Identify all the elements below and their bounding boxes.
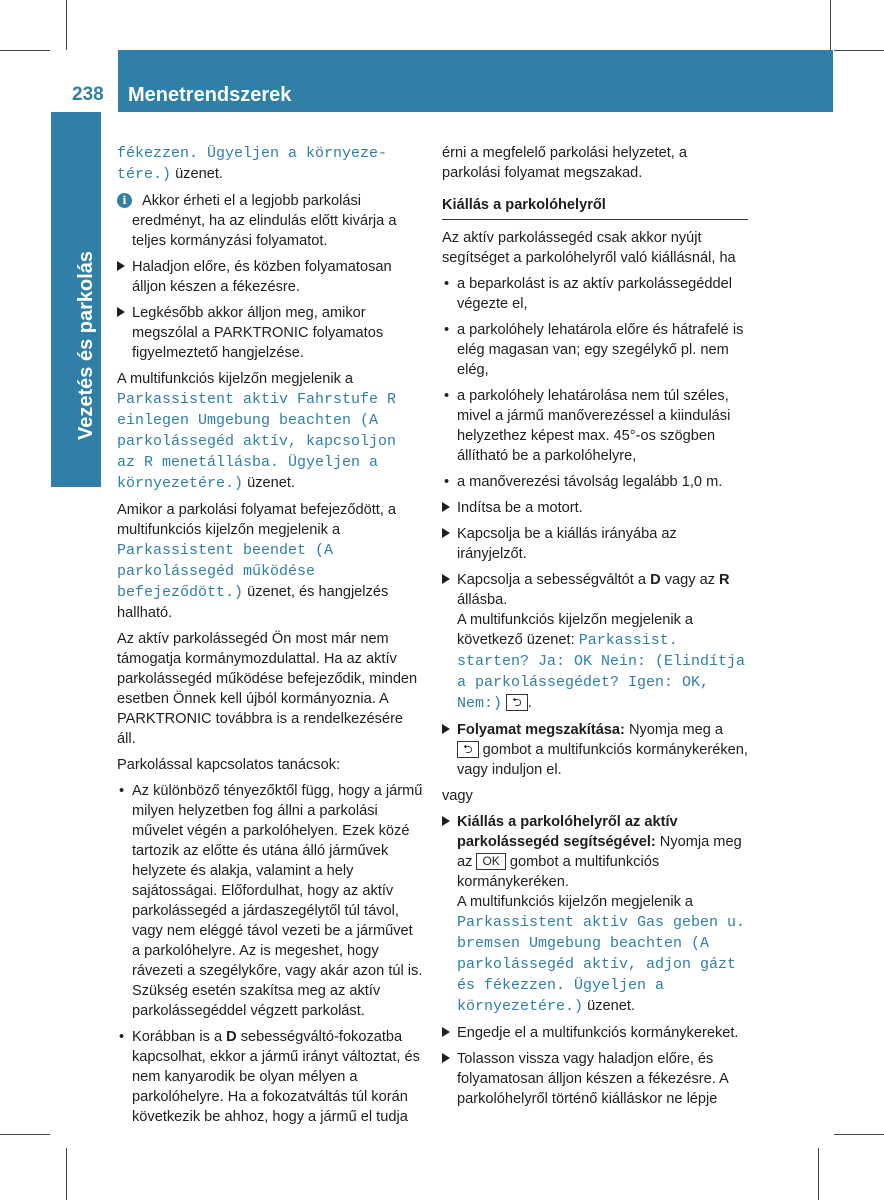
paragraph: érni a megfelelő parkolási helyzetet, a parkolási folyamat megszakad. xyxy=(442,145,687,181)
info-icon: i xyxy=(117,193,132,208)
text: gombot a multifunkciós kormánykeréken, vagy induljon el. xyxy=(457,742,748,778)
paragraph xyxy=(117,369,423,494)
step-text: Engedje el a multifunkciós kormánykereket. xyxy=(457,1025,739,1041)
paragraph: Az aktív parkolássegéd Ön most már nem támogatja kormánymozdulattal. Ha az aktív parkolássegéd működése befejeződik, minden esetben Önnek kell újból kormányoznia. A PARKTRONIC továbbra is a rendelkezésére áll. xyxy=(117,631,418,747)
bullet-item xyxy=(117,1027,423,1127)
gear-label: D xyxy=(650,572,661,588)
crop-mark xyxy=(0,1134,50,1135)
side-tab-label: Vezetés és parkolás xyxy=(75,250,97,440)
arrow-icon xyxy=(442,816,450,826)
instruction-step xyxy=(442,812,748,1017)
text: Amikor a parkolási folyamat befejeződött, a multifunkciós kijelzőn megjelenik a xyxy=(117,502,397,538)
text: Nyomja meg a xyxy=(624,722,724,738)
instruction-step xyxy=(442,498,748,518)
crop-mark xyxy=(818,1148,819,1200)
arrow-icon xyxy=(442,574,450,584)
crop-mark xyxy=(0,50,50,51)
arrow-icon xyxy=(117,307,125,317)
crop-mark xyxy=(834,50,884,51)
text: sebességváltó-fokozatba kapcsolhat, ekkor a jármű irányt változtat, és nem kanyarodik be olyan mélyen a parkolóhelyre. Ha a fokozatváltás túl korán következik be ahhoz, hogy a jármű el tudja xyxy=(132,1029,420,1125)
section-title: Menetrendszerek xyxy=(128,84,292,106)
gear-label: R xyxy=(719,572,730,588)
arrow-icon xyxy=(442,1027,450,1037)
info-text: Akkor érheti el a legjobb parkolási eredményt, ha az elindulás előtt kivárja a teljes kormányzási folyamatot. xyxy=(132,193,397,249)
paragraph: Parkolással kapcsolatos tanácsok: xyxy=(117,757,341,773)
instruction-step xyxy=(442,1023,748,1043)
instruction-step: Kapcsolja a sebességváltót a D vagy az R állásba. A multifunkciós kijelzőn megjelenik a következő üzenet: Parkassist. starten? Ja: OK Nein: (Elindítja a parkolássegédet? Igen: OK, Nem:) ⮌ . xyxy=(442,570,748,714)
arrow-icon xyxy=(117,261,125,271)
arrow-icon xyxy=(442,1053,450,1063)
text: Korábban is a xyxy=(132,1029,227,1045)
text: üzenet. xyxy=(243,475,295,491)
gear-label: D xyxy=(226,1029,237,1045)
text: üzenet, és hangjelzés hallható. xyxy=(117,584,389,621)
text: A multifunkciós kijelzőn megjelenik a xyxy=(117,371,354,387)
instruction-step xyxy=(117,303,423,363)
bullet-item: • a parkolóhely lehatárolása nem túl széles, mivel a jármű manőverezéssel a kiindulási helyzethez képest max. 45°-os szögben állítható be a parkolóhelyre, xyxy=(442,386,748,466)
arrow-icon xyxy=(442,724,450,734)
step-text: Legkésőbb akkor álljon meg, amikor megszólal a PARKTRONIC folyamatos figyelmeztető hangjelzése. xyxy=(132,305,384,361)
arrow-icon xyxy=(442,502,450,512)
text: vagy az xyxy=(660,572,720,588)
crop-mark xyxy=(834,1134,884,1135)
step-text: Indítsa be a motort. xyxy=(457,500,583,516)
info-note xyxy=(117,191,423,251)
step-text: Tolasson vissza vagy haladjon előre, és folyamatosan álljon készen a fékezésre. A parkolóhelyről történő kiálláskor ne lépje xyxy=(457,1051,728,1107)
bullet-item: • a beparkolást is az aktív parkolássegéddel végezte el, xyxy=(442,274,748,314)
display-message: Parkassistent aktiv Fahrstufe R einlegen Umgebung beachten (A parkolássegéd aktív, kapcsoljon az R menetállásba. Ügyeljen a környezetére.) xyxy=(117,391,397,492)
instruction-step xyxy=(442,720,748,780)
paragraph xyxy=(117,500,423,623)
crop-mark xyxy=(66,0,67,50)
crop-mark xyxy=(66,1148,67,1200)
text: Nyomja meg az xyxy=(457,834,742,870)
step-text: Haladjon előre, és közben folyamatosan álljon készen a fékezésre. xyxy=(132,259,392,295)
instruction-step xyxy=(442,1049,748,1109)
arrow-icon xyxy=(442,528,450,538)
text: állásba. xyxy=(457,592,508,608)
step-title: Folyamat megszakítása: xyxy=(457,722,625,738)
text: A multifunkciós kijelzőn megjelenik a xyxy=(457,894,694,910)
text: Kapcsolja a sebességváltót a xyxy=(457,572,651,588)
display-message: Parkassistent beendet (A parkolássegéd működése befejeződött.) xyxy=(117,542,334,601)
or-label: vagy xyxy=(442,788,473,804)
crop-mark xyxy=(830,0,831,50)
display-message: fékezzen. Ügyeljen a környeze- tére.) xyxy=(117,145,388,183)
left-column xyxy=(117,143,423,1133)
back-key-icon: ⮌ xyxy=(457,741,479,758)
step-title: Kiállás a parkolóhelyről az aktív parkolássegéd segítségével: xyxy=(457,814,678,850)
back-key-icon: ⮌ xyxy=(506,694,528,711)
display-message: Parkassist. starten? Ja: OK Nein: (Elindítja a parkolássegédet? Igen: OK, Nem:) xyxy=(457,632,746,712)
ok-key: OK xyxy=(476,853,505,870)
instruction-step xyxy=(117,257,423,297)
bullet-item: • a manőverezési távolság legalább 1,0 m. xyxy=(442,472,748,492)
text: üzenet. xyxy=(583,998,635,1014)
text: A multifunkciós kijelzőn megjelenik a következő üzenet: xyxy=(457,612,694,648)
page-number: 238 xyxy=(72,84,104,105)
instruction-step xyxy=(442,524,748,564)
bullet-item: • Az különböző tényezőktől függ, hogy a jármű milyen helyzetben fog állni a parkolási művelet végén a parkolóhelyen. Ezek közé tartozik az előtte és utána álló járművek helyzete és alakja, valamint a hely sajátosságai. Előfordulhat, hogy az aktív parkolássegéd a járdaszegélytől túl távol, vagy nem eléggé távol vezeti be a járművet a parkolóhelyre. Az is megeshet, hogy rávezeti a szegélykőre, vagy akár azon túl is. Szükség esetén szakítsa meg az aktív parkolássegéddel végzett parkolást. xyxy=(117,781,423,1021)
text: üzenet. xyxy=(171,166,223,182)
paragraph xyxy=(117,143,423,185)
display-message: Parkassistent aktiv Gas geben u. bremsen Umgebung beachten (A parkolássegéd aktív, adjon gázt és fékezzen. Ügyeljen a környezetére.) xyxy=(457,914,746,1015)
bullet-item: • a parkolóhely lehatárola előre és hátrafelé is elég magasan van; egy szegélykő pl. nem elég, xyxy=(442,320,748,380)
step-text: Kapcsolja be a kiállás irányába az irányjelzőt. xyxy=(457,526,677,562)
paragraph: Az aktív parkolássegéd csak akkor nyújt segítséget a parkolóhelyről való kiállásnál, ha xyxy=(442,230,736,266)
right-column xyxy=(442,143,748,1115)
section-heading: Kiállás a parkolóhelyről xyxy=(442,195,748,220)
text: gombot a multifunkciós kormánykeréken. xyxy=(457,854,660,890)
